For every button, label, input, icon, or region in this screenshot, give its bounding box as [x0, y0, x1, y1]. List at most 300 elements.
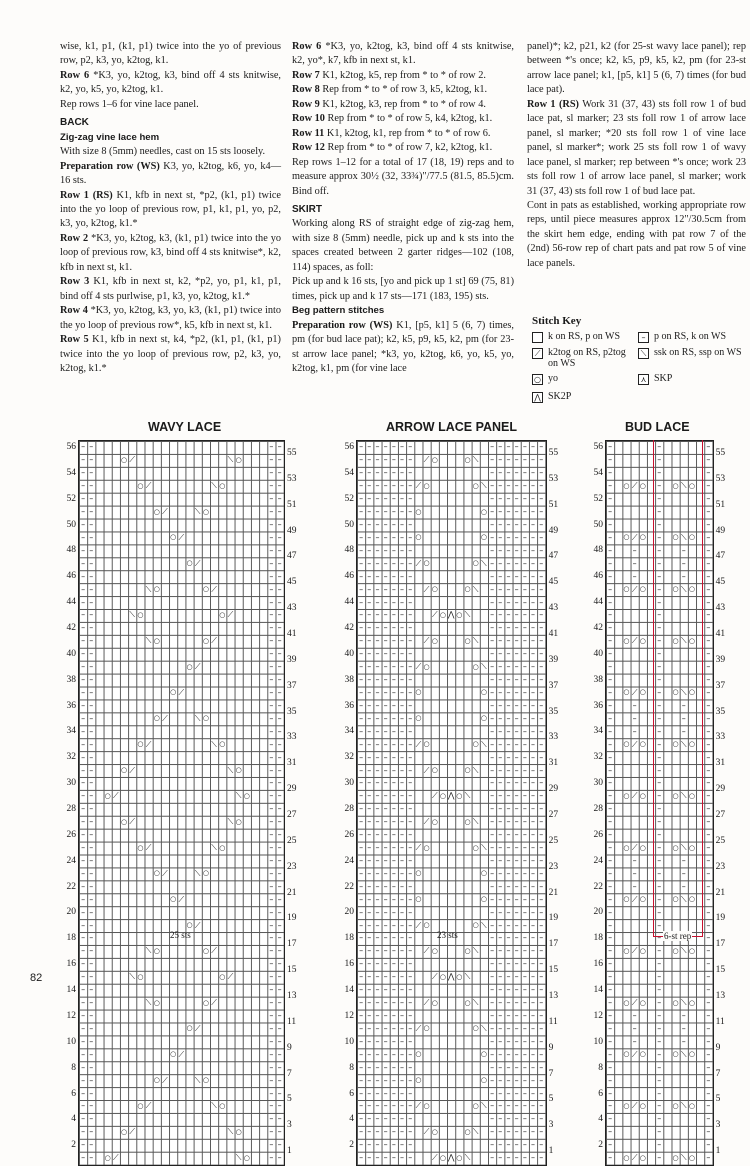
- chart-cell: [455, 1100, 463, 1113]
- chart-cell: –: [657, 532, 662, 542]
- chart-cell: [161, 648, 169, 661]
- chart-cell: ⟋: [113, 1153, 119, 1163]
- chart-cell: ○: [472, 1101, 479, 1110]
- chart-cell: –: [81, 481, 86, 491]
- chart-cell: [688, 958, 696, 971]
- chart-cell: –: [383, 843, 388, 853]
- chart-cell: [235, 467, 243, 480]
- chart-cell: [439, 661, 447, 674]
- chart-cell: –: [391, 881, 396, 891]
- chart-cell: –: [657, 1088, 662, 1098]
- chart-cell: [439, 441, 447, 454]
- chart-cell: [480, 441, 488, 454]
- chart-cell: [680, 441, 688, 454]
- chart-cell: –: [522, 675, 527, 685]
- chart-cell: –: [681, 700, 686, 710]
- chart-cell: [480, 674, 488, 687]
- chart-cell: –: [522, 468, 527, 478]
- chart-cell: ⟋: [415, 558, 422, 568]
- chart-cell: –: [514, 713, 519, 723]
- chart-cell: –: [498, 778, 503, 788]
- chart-cell: ⟋: [415, 662, 422, 672]
- chart-cell: ⟋: [423, 455, 430, 465]
- chart-cell: –: [657, 519, 662, 529]
- chart-cell: [663, 441, 671, 454]
- chart-cell: –: [498, 610, 503, 620]
- chart-cell: ⟍: [194, 507, 201, 517]
- chart-cell: [447, 945, 455, 958]
- chart-cell: –: [408, 468, 413, 478]
- chart-cell: –: [367, 1011, 372, 1021]
- chart-cell: [202, 777, 210, 790]
- chart-cell: [663, 648, 671, 661]
- chart-cell: –: [608, 1088, 613, 1098]
- chart-cell: –: [506, 843, 511, 853]
- chart-cell: ⟍: [680, 584, 687, 594]
- chart-cell: –: [608, 545, 613, 555]
- chart-cell: [128, 958, 136, 971]
- chart-cell: [696, 1113, 704, 1126]
- chart-cell: –: [657, 868, 662, 878]
- chart-cell: –: [408, 507, 413, 517]
- chart-cell: [259, 932, 267, 945]
- chart-cell: –: [391, 481, 396, 491]
- stitch-key-row: [532, 331, 746, 343]
- chart-cell: [622, 1139, 630, 1152]
- chart-cell: [218, 699, 226, 712]
- chart-cell: –: [375, 920, 380, 930]
- chart-cell: [177, 493, 185, 506]
- chart-cell: [614, 531, 622, 544]
- chart-cell: [663, 699, 671, 712]
- chart-cell: –: [359, 972, 364, 982]
- chart-cell: –: [632, 700, 637, 710]
- chart-cell: –: [408, 1049, 413, 1059]
- chart-cell: –: [391, 545, 396, 555]
- chart-cell: [455, 816, 463, 829]
- chart-cell: [120, 867, 128, 880]
- paragraph: Pick up and k 16 sts, [yo and pick up 1 st] 69 (75, 81) times, pick up and k 17 sts—171 (183, 195) sts.: [292, 276, 514, 302]
- chart-cell: [226, 441, 234, 454]
- chart-cell: ○: [415, 714, 422, 723]
- chart-cell: [104, 661, 112, 674]
- chart-cell: [210, 816, 218, 829]
- chart-cell: [194, 674, 202, 687]
- chart-cell: [696, 648, 704, 661]
- chart-cell: ○: [639, 481, 646, 490]
- chart-cell: –: [81, 946, 86, 956]
- chart-cell: [226, 674, 234, 687]
- chart-cell: [120, 751, 128, 764]
- chart-cell: –: [367, 584, 372, 594]
- chart-cell: –: [359, 817, 364, 827]
- chart-cell: [169, 661, 177, 674]
- chart-cell: [210, 609, 218, 622]
- chart-cell: –: [498, 933, 503, 943]
- chart-cell: [136, 531, 144, 544]
- chart-cell: [251, 945, 259, 958]
- chart-cell: [696, 777, 704, 790]
- chart-cell: [463, 867, 471, 880]
- chart-cell: [185, 441, 193, 454]
- chart-cell: [431, 712, 439, 725]
- chart-cell: [243, 997, 251, 1010]
- chart-cell: [95, 867, 103, 880]
- chart-cell: [128, 506, 136, 519]
- chart-cell: [235, 725, 243, 738]
- chart-cell: –: [367, 507, 372, 517]
- chart-cell: –: [408, 442, 413, 452]
- chart-cell: [202, 932, 210, 945]
- chart-cell: [480, 1152, 488, 1165]
- chart-cell: [463, 557, 471, 570]
- chart-cell: [120, 570, 128, 583]
- chart-cell: –: [490, 481, 495, 491]
- chart-cell: –: [269, 933, 274, 943]
- chart-cell: [112, 932, 120, 945]
- chart-cell: [185, 790, 193, 803]
- chart-cell: –: [498, 791, 503, 801]
- chart-cell: [259, 544, 267, 557]
- chart-cell: –: [81, 584, 86, 594]
- chart-cell: [95, 544, 103, 557]
- chart-cell: [696, 557, 704, 570]
- chart-cell: –: [490, 1101, 495, 1111]
- chart-cell: –: [498, 636, 503, 646]
- chart-cell: ○: [153, 585, 160, 594]
- chart-cell: –: [531, 946, 536, 956]
- chart-cell: [243, 971, 251, 984]
- chart-cell: [672, 622, 680, 635]
- chart-cell: [259, 867, 267, 880]
- chart-cell: [243, 506, 251, 519]
- chart-cell: [672, 1074, 680, 1087]
- chart-cell: –: [277, 752, 282, 762]
- chart-cell: ⟋: [129, 765, 136, 775]
- row-number: 3: [287, 1120, 292, 1131]
- chart-cell: ⟋: [194, 558, 201, 568]
- row-number: 51: [548, 499, 559, 510]
- chart-cell: [185, 635, 193, 648]
- chart-cell: –: [506, 855, 511, 865]
- chart-cell: ○: [153, 507, 160, 516]
- chart-cell: –: [400, 1127, 405, 1137]
- chart-cell: [185, 570, 193, 583]
- chart-cell: [614, 829, 622, 842]
- chart-cell: –: [506, 584, 511, 594]
- chart-cell: –: [608, 830, 613, 840]
- chart-cell: [194, 725, 202, 738]
- row-number: 29: [287, 784, 297, 795]
- row-number: 21: [548, 887, 559, 898]
- chart-cell: –: [81, 804, 86, 814]
- chart-cell: –: [608, 442, 613, 452]
- chart-cell: [128, 1139, 136, 1152]
- chart-cell: –: [367, 1075, 372, 1085]
- page-number: 82: [30, 972, 43, 984]
- chart-cell: –: [514, 1075, 519, 1085]
- chart-cell: [663, 777, 671, 790]
- chart-cell: –: [375, 1114, 380, 1124]
- chart-cell: –: [269, 1062, 274, 1072]
- chart-cell: –: [514, 532, 519, 542]
- chart-cell: [480, 1139, 488, 1152]
- chart-cell: –: [539, 584, 544, 594]
- chart-cell: –: [531, 752, 536, 762]
- chart-cell: [202, 971, 210, 984]
- repeat-line-right: [702, 440, 703, 936]
- row-number: 25: [715, 835, 726, 846]
- chart-cell: –: [383, 1075, 388, 1085]
- chart-cell: [226, 984, 234, 997]
- chart-cell: [251, 648, 259, 661]
- chart-cell: [423, 648, 431, 661]
- chart-cell: ⟋: [178, 687, 185, 697]
- chart-cell: [218, 661, 226, 674]
- chart-cell: [218, 893, 226, 906]
- chart-cell: –: [277, 1140, 282, 1150]
- chart-cell: [136, 1035, 144, 1048]
- chart-cell: –: [490, 817, 495, 827]
- row-number: 45: [548, 577, 559, 588]
- chart-cell: [259, 984, 267, 997]
- chart-cell: –: [539, 765, 544, 775]
- chart-cell: ○: [688, 843, 696, 852]
- chart-cell: [414, 467, 422, 480]
- chart-cell: ○: [423, 740, 430, 749]
- chart-cell: –: [539, 855, 544, 865]
- chart-cell: [663, 1010, 671, 1023]
- chart-cell: [218, 1048, 226, 1061]
- chart-cell: [259, 687, 267, 700]
- chart-cell: –: [359, 1011, 364, 1021]
- chart-cell: [226, 583, 234, 596]
- chart-cell: –: [632, 571, 637, 581]
- chart-cell: –: [531, 817, 536, 827]
- chart-cell: [145, 893, 153, 906]
- chart-cell: [480, 699, 488, 712]
- chart-cell: [235, 674, 243, 687]
- chart-cell: [185, 997, 193, 1010]
- chart-cell: –: [608, 494, 613, 504]
- chart-cell: –: [657, 959, 662, 969]
- chart-cell: [136, 1113, 144, 1126]
- chart-cell: [631, 919, 639, 932]
- chart-cell: [136, 506, 144, 519]
- chart-cell: [136, 893, 144, 906]
- row-number: 40: [344, 648, 354, 659]
- chart-cell: –: [89, 494, 94, 504]
- chart-cell: [194, 842, 202, 855]
- chart-cell: ○: [186, 1024, 193, 1033]
- chart-cell: [120, 803, 128, 816]
- chart-cell: [431, 1139, 439, 1152]
- chart-cell: [639, 557, 647, 570]
- chart-cell: –: [277, 1153, 282, 1163]
- chart-cell: [120, 984, 128, 997]
- chart-cell: [218, 1139, 226, 1152]
- chart-cell: [145, 816, 153, 829]
- chart-cell: [185, 544, 193, 557]
- chart-cell: –: [706, 1114, 711, 1124]
- chart-cell: –: [408, 1127, 413, 1137]
- chart-cell: –: [522, 636, 527, 646]
- chart-title-arrow-lace: ARROW LACE PANEL: [386, 420, 518, 434]
- chart-cell: [235, 855, 243, 868]
- chart-cell: –: [490, 804, 495, 814]
- chart-cell: ⟍: [680, 1153, 687, 1163]
- chart-cell: [647, 971, 655, 984]
- chart-cell: [218, 932, 226, 945]
- chart-cell: [218, 557, 226, 570]
- chart-cell: [128, 557, 136, 570]
- chart-cell: –: [498, 675, 503, 685]
- chart-cell: –: [608, 1127, 613, 1137]
- chart-cell: [463, 467, 471, 480]
- chart-cell: –: [359, 765, 364, 775]
- chart-cell: [243, 1113, 251, 1126]
- chart-cell: –: [359, 907, 364, 917]
- chart-cell: [439, 880, 447, 893]
- chart-cell: –: [400, 597, 405, 607]
- chart-cell: [161, 971, 169, 984]
- chart-cell: –: [539, 868, 544, 878]
- chart-cell: [688, 1087, 696, 1100]
- chart-cell: [622, 880, 630, 893]
- chart-cell: [226, 842, 234, 855]
- chart-cell: [447, 622, 455, 635]
- chart-cell: [104, 893, 112, 906]
- chart-cell: –: [522, 804, 527, 814]
- chart-cell: [104, 648, 112, 661]
- chart-cell: –: [539, 532, 544, 542]
- row-number: 56: [66, 442, 76, 452]
- chart-cell: [672, 855, 680, 868]
- chart-cell: [243, 829, 251, 842]
- chart-cell: [455, 648, 463, 661]
- chart-cell: –: [400, 1011, 405, 1021]
- chart-cell: [472, 596, 480, 609]
- chart-cell: [202, 544, 210, 557]
- chart-cell: [680, 1074, 688, 1087]
- chart-cell: –: [269, 519, 274, 529]
- chart-cell: –: [514, 778, 519, 788]
- chart-cell: –: [408, 662, 413, 672]
- chart-cell: –: [706, 1101, 711, 1111]
- chart-cell: [439, 1087, 447, 1100]
- chart-cell: –: [391, 662, 396, 672]
- chart-cell: [226, 751, 234, 764]
- chart-cell: –: [269, 985, 274, 995]
- chart-cell: –: [408, 907, 413, 917]
- chart-cell: –: [706, 1075, 711, 1085]
- chart-cell: [95, 1074, 103, 1087]
- chart-cell: –: [400, 494, 405, 504]
- chart-cell: –: [391, 1049, 396, 1059]
- chart-cell: –: [522, 830, 527, 840]
- chart-cell: [631, 1087, 639, 1100]
- chart-cell: –: [514, 687, 519, 697]
- chart-cell: –: [269, 1153, 274, 1163]
- row-number: 30: [66, 778, 76, 789]
- chart-cell: [672, 441, 680, 454]
- chart-cell: [185, 842, 193, 855]
- chart-cell: ○: [153, 1076, 160, 1085]
- chart-cell: [169, 583, 177, 596]
- chart-cell: [472, 1035, 480, 1048]
- chart-cell: –: [383, 778, 388, 788]
- chart-cell: –: [506, 442, 511, 452]
- chart-cell: –: [706, 946, 711, 956]
- chart-cell: [480, 932, 488, 945]
- chart-cell: [177, 674, 185, 687]
- chart-cell: ○: [170, 688, 177, 697]
- chart-cell: –: [408, 752, 413, 762]
- chart-cell: [136, 674, 144, 687]
- chart-cell: –: [531, 1088, 536, 1098]
- chart-cell: [614, 609, 622, 622]
- chart-cell: ⟍: [464, 610, 471, 620]
- chart-cell: [423, 441, 431, 454]
- row-number: 45: [287, 577, 297, 588]
- chart-cell: –: [706, 985, 711, 995]
- chart-cell: –: [367, 700, 372, 710]
- chart-cell: [161, 1126, 169, 1139]
- chart-cell: –: [522, 920, 527, 930]
- chart-cell: [680, 596, 688, 609]
- chart-cell: –: [391, 894, 396, 904]
- chart-cell: [243, 609, 251, 622]
- chart-cell: [696, 803, 704, 816]
- row-number: 38: [593, 674, 603, 685]
- chart-cell: [639, 648, 647, 661]
- chart-cell: [455, 1048, 463, 1061]
- chart-cell: [169, 725, 177, 738]
- chart-cell: [631, 674, 639, 687]
- chart-cell: [639, 609, 647, 622]
- chart-cell: ○: [480, 895, 487, 904]
- chart-cell: [431, 1074, 439, 1087]
- chart-cell: –: [506, 636, 511, 646]
- chart-cell: [439, 1022, 447, 1035]
- chart-cell: –: [277, 1114, 282, 1124]
- chart-cell: –: [277, 507, 282, 517]
- chart-cell: –: [400, 1114, 405, 1124]
- chart-cell: [112, 958, 120, 971]
- chart-cell: ⟋: [178, 532, 185, 542]
- chart-cell: [136, 855, 144, 868]
- chart-cell: [210, 1139, 218, 1152]
- chart-cell: [672, 1113, 680, 1126]
- chart-cell: [439, 764, 447, 777]
- chart-cell: –: [408, 545, 413, 555]
- chart-cell: [104, 777, 112, 790]
- chart-cell: [472, 648, 480, 661]
- row-number: 2: [598, 1140, 603, 1151]
- row-number: 30: [593, 778, 603, 789]
- chart-cell: –: [514, 817, 519, 827]
- chart-cell: [235, 712, 243, 725]
- chart-cell: [177, 1126, 185, 1139]
- chart-cell: –: [531, 468, 536, 478]
- chart-cell: –: [367, 1036, 372, 1046]
- chart-cell: –: [277, 597, 282, 607]
- chart-cell: [647, 1022, 655, 1035]
- chart-cell: [622, 674, 630, 687]
- chart-cell: [128, 1010, 136, 1023]
- chart-cell: ⟋: [129, 817, 136, 827]
- chart-cell: –: [490, 752, 495, 762]
